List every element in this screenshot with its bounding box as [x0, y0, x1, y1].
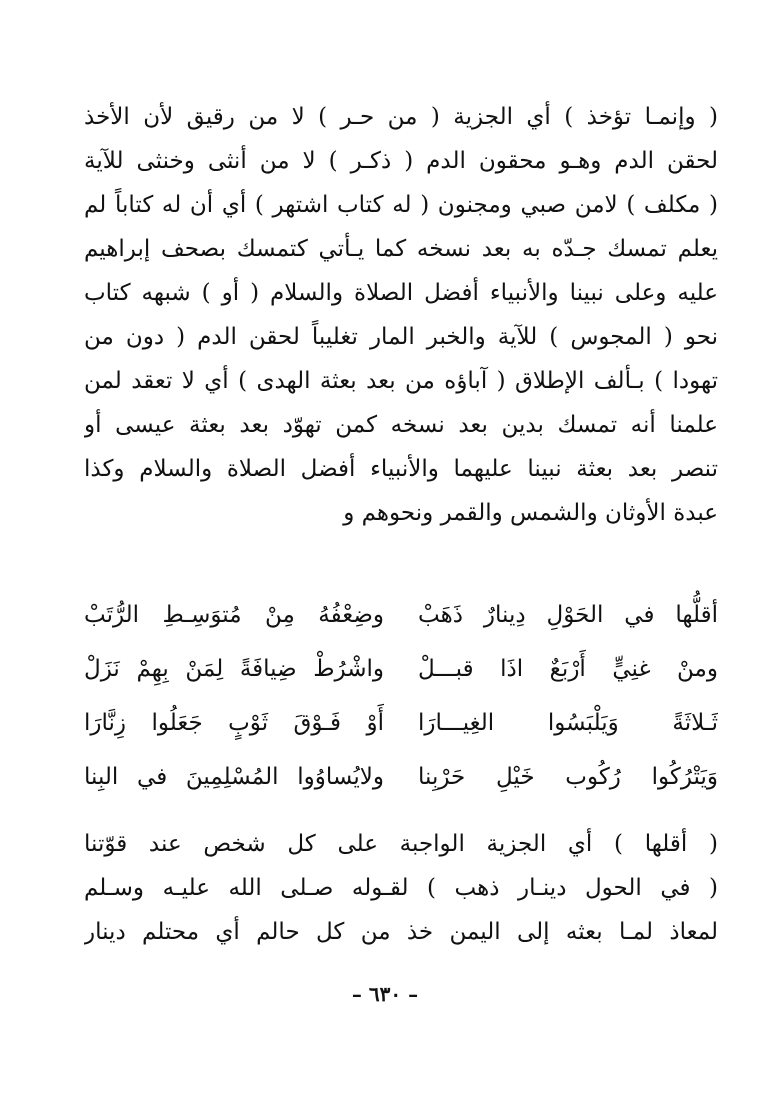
text-line: نحو ( المجوس ) للآية والخبر المار تغليباً لحقن الدم ( دون من — [84, 324, 718, 350]
verse-line — [84, 750, 718, 804]
text-line: ( مكلف ) لامن صبي ومجنون ( له كتاب اشتهر ) أي أن له كتاباً لم — [84, 192, 718, 218]
text-line: علمنا أنه تمسك بدين بعد نسخه كمن تهوّد بعد بعثة عيسى أو — [84, 412, 718, 438]
verse-second-hemistich: وضِعْفُهُ مِنْ مُتوَسِـطِ الرُّتَبْ — [84, 602, 384, 628]
text-line: ( أقلها ) أي الجزية الواجبة على كل شخص عند قوّتنا — [84, 831, 718, 857]
verse-line — [84, 696, 718, 750]
commentary-paragraph-1 — [84, 95, 718, 535]
page-number: – ٦٣٠ – — [351, 982, 419, 1006]
text-line: لحقن الدم وهـو محقون الدم ( ذكـر ) لا من أنثى وخنثى للآية — [84, 148, 718, 174]
verse-first-hemistich: وَيَتْرُكُوا رُكُوب خَيْلِ حَرْبِنا — [418, 764, 718, 790]
text-line: يعلم تمسك جـدّه به بعد نسخه كما يـأتي كتمسك بصحف إبراهيم — [84, 236, 718, 262]
text-line: عبدة الأوثان والشمس والقمر ونحوهم و — [343, 500, 718, 526]
text-line: ( وإنمـا تؤخذ ) أي الجزية ( من حـر ) لا من رقيق لأن الأخذ — [84, 104, 718, 130]
text-line: ( في الحول دينـار ذهب ) لقـوله صـلى الله عليـه وسـلم — [84, 875, 718, 901]
text-line: عليه وعلى نبينا والأنبياء أفضل الصلاة والسلام ( أو ) شبهه كتاب — [84, 280, 718, 306]
verse-second-hemistich: واشْرُطْ ضِيافَةً لِمَنْ بِهِمْ نَزَلْ — [84, 656, 384, 682]
verse-second-hemistich: أَوْ فَـوْقَ ثَوْبٍ جَعَلُوا زِنَّارَا — [84, 710, 384, 736]
text-line: تنصر بعد بعثة نبينا عليهما والأنبياء أفضل الصلاة والسلام وكذا — [84, 456, 718, 482]
text-line: تهودا ) بـألف الإطلاق ( آباؤه من بعد بعثة الهدى ) أي لا تعقد لمن — [84, 368, 718, 394]
commentary-paragraph-2 — [84, 822, 718, 954]
verse-line — [84, 588, 718, 642]
verse-second-hemistich: ولايُساوُوا المُسْلِمِينَ في البِنا — [84, 764, 384, 790]
verse-first-hemistich: أقلُّها في الحَوْلِ دِينارٌ ذَهَبْ — [418, 602, 718, 628]
poem-verses — [84, 588, 718, 804]
verse-first-hemistich: ومنْ غنِيٍّ أَرْبَعٌ اذَا قبـــلْ — [418, 656, 718, 682]
verse-first-hemistich: ثَـلاثَةً وَيَلْبَسُوا الغِيـــارَا — [418, 710, 718, 736]
text-line: لمعاذ لمـا بعثه إلى اليمن خذ من كل حالم أي محتلم دينار — [84, 919, 718, 945]
verse-line — [84, 642, 718, 696]
